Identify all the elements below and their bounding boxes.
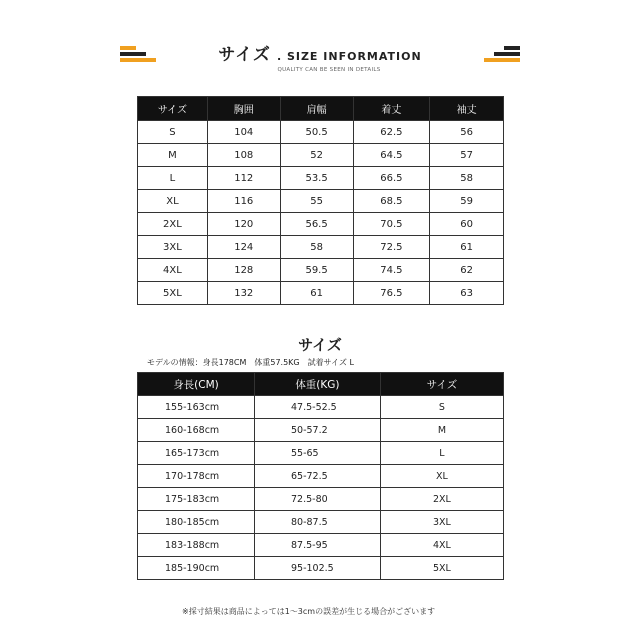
table-cell: 128: [207, 259, 280, 282]
table-cell: 62: [430, 259, 504, 282]
column-header: 肩幅: [280, 97, 353, 121]
table-cell: 3XL: [138, 236, 208, 259]
table-cell: 52: [280, 144, 353, 167]
table-cell: 4XL: [380, 534, 503, 557]
table-cell: 155-163cm: [138, 396, 255, 419]
table-cell: 57: [430, 144, 504, 167]
measurement-note: ※採寸結果は商品によっては1～3cmの誤差が生じる場合がございます: [182, 607, 436, 616]
table-cell: 72.5-80: [254, 488, 380, 511]
table-cell: 124: [207, 236, 280, 259]
table-cell: 120: [207, 213, 280, 236]
table-cell: XL: [380, 465, 503, 488]
table-cell: 59.5: [280, 259, 353, 282]
table-cell: 64.5: [353, 144, 430, 167]
table-cell: 65-72.5: [254, 465, 380, 488]
table-cell: XL: [138, 190, 208, 213]
table-cell: 80-87.5: [254, 511, 380, 534]
table-cell: 2XL: [138, 213, 208, 236]
table-cell: 58: [430, 167, 504, 190]
table-cell: 63: [430, 282, 504, 305]
table-cell: 76.5: [353, 282, 430, 305]
table-row: [138, 419, 504, 442]
table-cell: 58: [280, 236, 353, 259]
column-header: サイズ: [138, 97, 208, 121]
table-cell: M: [138, 144, 208, 167]
column-header: 体重(KG): [254, 373, 380, 396]
table-cell: 95-102.5: [254, 557, 380, 580]
table-cell: 55-65: [254, 442, 380, 465]
table-cell: 55: [280, 190, 353, 213]
table-cell: 170-178cm: [138, 465, 255, 488]
table-cell: M: [380, 419, 503, 442]
table-cell: 5XL: [380, 557, 503, 580]
table-row: [138, 121, 504, 144]
section-title: サイズ: [298, 336, 342, 354]
table-cell: 60: [430, 213, 504, 236]
table-row: [138, 167, 504, 190]
table-cell: S: [380, 396, 503, 419]
column-header: 着丈: [353, 97, 430, 121]
table-cell: 3XL: [380, 511, 503, 534]
title-jp: サイズ: [218, 45, 271, 65]
column-header: 胸囲: [207, 97, 280, 121]
table-cell: L: [138, 167, 208, 190]
table-row: [138, 557, 504, 580]
table-cell: S: [138, 121, 208, 144]
table-cell: 175-183cm: [138, 488, 255, 511]
column-header: サイズ: [380, 373, 503, 396]
table-row: [138, 396, 504, 419]
title-en: . SIZE INFORMATION: [276, 50, 422, 63]
table-row: [138, 465, 504, 488]
table-cell: 104: [207, 121, 280, 144]
table-cell: 160-168cm: [138, 419, 255, 442]
table-cell: 74.5: [353, 259, 430, 282]
table-cell: 4XL: [138, 259, 208, 282]
table-row: [138, 213, 504, 236]
table-cell: 72.5: [353, 236, 430, 259]
table-row: [138, 190, 504, 213]
table-cell: 108: [207, 144, 280, 167]
table-cell: 185-190cm: [138, 557, 255, 580]
model-info: モデルの情報：身長178CM 体重57.5KG 試着サイズ L: [147, 358, 354, 367]
page-header: [0, 40, 640, 73]
table-cell: L: [380, 442, 503, 465]
table-cell: 70.5: [353, 213, 430, 236]
table-row: [138, 144, 504, 167]
page-title: [0, 40, 640, 65]
table-cell: 2XL: [380, 488, 503, 511]
table-cell: 112: [207, 167, 280, 190]
table-header-row: [138, 97, 504, 121]
table-cell: 56: [430, 121, 504, 144]
table-row: [138, 259, 504, 282]
table-cell: 5XL: [138, 282, 208, 305]
size-recommendation-table: [137, 372, 504, 580]
table-cell: 87.5-95: [254, 534, 380, 557]
page-subtitle: QUALITY CAN BE SEEN IN DETAILS: [277, 67, 381, 73]
table-cell: 50-57.2: [254, 419, 380, 442]
table-cell: 183-188cm: [138, 534, 255, 557]
table-header-row: [138, 373, 504, 396]
table-row: [138, 488, 504, 511]
table-cell: 53.5: [280, 167, 353, 190]
table-row: [138, 236, 504, 259]
table-cell: 116: [207, 190, 280, 213]
size-measurement-table: [137, 96, 504, 305]
table-cell: 50.5: [280, 121, 353, 144]
table-cell: 61: [430, 236, 504, 259]
table-row: [138, 534, 504, 557]
table-cell: 68.5: [353, 190, 430, 213]
table-cell: 56.5: [280, 213, 353, 236]
table-row: [138, 282, 504, 305]
table-cell: 165-173cm: [138, 442, 255, 465]
table-cell: 59: [430, 190, 504, 213]
column-header: 身長(CM): [138, 373, 255, 396]
table-row: [138, 511, 504, 534]
table-cell: 62.5: [353, 121, 430, 144]
table-cell: 47.5-52.5: [254, 396, 380, 419]
table-row: [138, 442, 504, 465]
table-cell: 132: [207, 282, 280, 305]
column-header: 袖丈: [430, 97, 504, 121]
table-cell: 66.5: [353, 167, 430, 190]
table-cell: 180-185cm: [138, 511, 255, 534]
table-cell: 61: [280, 282, 353, 305]
